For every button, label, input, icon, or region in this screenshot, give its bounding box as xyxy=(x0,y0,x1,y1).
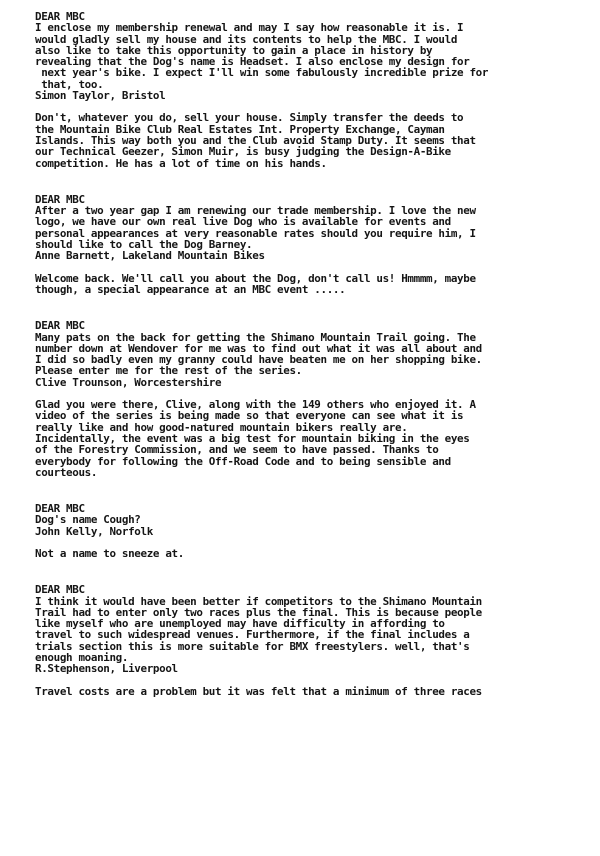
body-line: Dog's name Cough? xyxy=(35,513,141,527)
reply-line: though, a special appearance at an MBC event ..... xyxy=(35,282,346,296)
reply-line: the Mountain Bike Club Real Estates Int. Property Exchange, Cayman xyxy=(35,122,445,136)
body-line: that, too. xyxy=(35,77,104,91)
body-line: next year's bike. I expect I'll win some fabulously incredible prize for xyxy=(35,66,489,80)
reply-line: Don't, whatever you do, sell your house. Simply transfer the deeds to xyxy=(35,111,464,125)
salutation: DEAR MBC xyxy=(35,502,85,516)
reply-line: our Technical Geezer, Simon Muir, is busy judging the Design-A-Bike xyxy=(35,145,451,159)
salutation: DEAR MBC xyxy=(35,192,85,206)
body-line: enough moaning. xyxy=(35,651,129,665)
body-line: After a two year gap I am renewing our trade membership. I love the new xyxy=(35,204,476,218)
body-line: I enclose my membership renewal and may I say how reasonable it is. I xyxy=(35,21,464,35)
salutation: DEAR MBC xyxy=(35,10,85,23)
reply-line: Glad you were there, Clive, along with the 149 others who enjoyed it. A xyxy=(35,398,476,412)
body-line: Many pats on the back for getting the Shimano Mountain Trail going. The xyxy=(35,330,476,344)
editor-reply xyxy=(35,112,584,168)
spacer xyxy=(35,169,584,194)
body-line: Please enter me for the rest of the series. xyxy=(35,364,302,378)
body-line: I think it would have been better if competitors to the Shimano Mountain xyxy=(35,594,482,608)
reply-line: Travel costs are a problem but it was felt that a minimum of three races xyxy=(35,684,482,698)
spacer xyxy=(35,559,584,584)
spacer xyxy=(35,478,584,503)
letter-1 xyxy=(35,11,584,169)
letter-4 xyxy=(35,503,584,559)
reply-line: everybody for following the Off-Road Code and to being sensible and xyxy=(35,454,451,468)
body-line: I did so badly even my granny could have beaten me on her shopping bike. xyxy=(35,353,482,367)
body-line: would gladly sell my house and its contents to help the MBC. I would xyxy=(35,32,458,46)
spacer xyxy=(35,295,584,320)
signature: Anne Barnett, Lakeland Mountain Bikes xyxy=(35,249,265,263)
letter-3 xyxy=(35,320,584,478)
reply-line: video of the series is being made so that everyone can see what it is xyxy=(35,409,464,423)
body-line: revealing that the Dog's name is Headset. I also enclose my design for xyxy=(35,55,470,69)
letter-2 xyxy=(35,194,584,295)
salutation: DEAR MBC xyxy=(35,319,85,333)
editor-reply xyxy=(35,273,584,296)
signature: Simon Taylor, Bristol xyxy=(35,89,166,103)
body-line: should like to call the Dog Barney. xyxy=(35,238,253,252)
body-line: number down at Wendover for me was to find out what it was all about and xyxy=(35,341,482,355)
reply-line: Islands. This way both you and the Club avoid Stamp Duty. It seems that xyxy=(35,133,476,147)
reply-line: courteous. xyxy=(35,465,98,479)
reply-line: Welcome back. We'll call you about the Dog, don't call us! Hmmmm, maybe xyxy=(35,271,476,285)
editor-reply xyxy=(35,686,584,697)
body-line: personal appearances at very reasonable rates should you require him, I xyxy=(35,226,476,240)
reply-line: Not a name to sneeze at. xyxy=(35,546,184,560)
body-line: Trail had to enter only two races plus the final. This is because people xyxy=(35,605,482,619)
reply-line: competition. He has a lot of time on his hands. xyxy=(35,156,327,170)
editor-reply xyxy=(35,399,584,478)
signature: John Kelly, Norfolk xyxy=(35,524,153,538)
signature: R.Stephenson, Liverpool xyxy=(35,662,178,676)
editor-reply xyxy=(35,548,584,559)
reply-line: Incidentally, the event was a big test for mountain biking in the eyes xyxy=(35,431,470,445)
body-line: logo, we have our own real live Dog who is available for events and xyxy=(35,215,451,229)
salutation: DEAR MBC xyxy=(35,583,85,597)
body-line: trials section this is more suitable for BMX freestylers. well, that's xyxy=(35,639,470,653)
body-line: travel to such widespread venues. Furthermore, if the final includes a xyxy=(35,628,470,642)
body-line: also like to take this opportunity to gain a place in history by xyxy=(35,43,433,57)
reply-line: of the Forestry Commission, and we seem to have passed. Thanks to xyxy=(35,443,439,457)
reply-line: really like and how good-natured mountain bikers really are. xyxy=(35,420,408,434)
signature: Clive Trounson, Worcestershire xyxy=(35,375,222,389)
letter-5 xyxy=(35,584,584,697)
body-line: like myself who are unemployed may have difficulty in affording to xyxy=(35,617,445,631)
